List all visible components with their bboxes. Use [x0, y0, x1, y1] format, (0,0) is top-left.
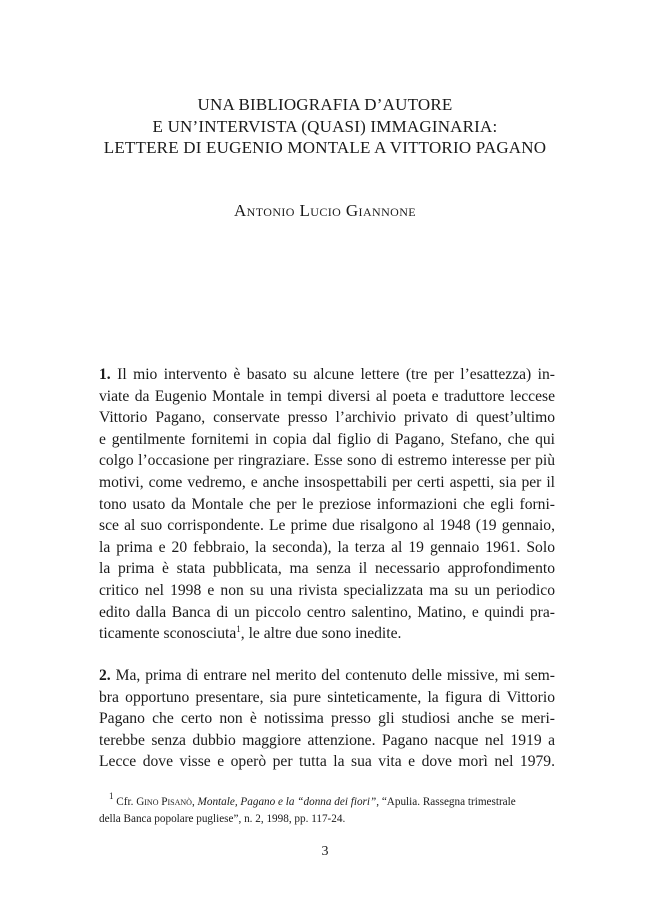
paragraph-line: e gentilmente fornitemi in copia dal figlio di Pagano, Stefano, che qui — [99, 430, 555, 448]
footnote — [99, 791, 555, 828]
paragraph-line: motivi, come vedremo, e anche insospettabili per certi aspetti, sia per il — [99, 473, 555, 491]
paragraph-line: la prima è stata pubblicata, ma senza il necessario approfondimento — [99, 560, 555, 578]
footnote-line: della Banca popolare pugliese”, n. 2, 1998, pp. 117-24. — [99, 813, 346, 825]
paragraph-line: edito dalla Banca di un piccolo centro salentino, Matino, e quindi pra- — [99, 603, 555, 621]
footnote-work-title: Montale, Pagano e la “donna dei fiori” — [197, 796, 377, 808]
page-number: 3 — [321, 844, 329, 859]
paragraph-line: colgo l’occasione per ringraziare. Esse sono di estremo interesse per più — [99, 452, 555, 470]
footnote-reference[interactable]: 1 — [236, 624, 241, 635]
paragraph-line: bra opportuno presentare, sia pure sinteticamente, la figura di Vittorio — [99, 688, 555, 706]
paragraph-line: terebbe senza dubbio maggiore attenzione. Pagano nacque nel 1919 a — [99, 731, 555, 749]
paragraph-section-1 — [99, 364, 555, 645]
footnote-author: Gino Pisanò — [136, 796, 192, 808]
paragraph-line: Vittorio Pagano, conservate presso l’archivio privato di quest’ultimo — [99, 409, 555, 427]
footnote-line: $^1$ Cfr. Gino Pisanò, Montale, Pagano e la “donna dei fiori”, “Apulia. Rassegna trimestrale — [109, 791, 516, 808]
section-number: 2. — [99, 667, 111, 684]
paragraph-line: Lecce dove visse e operò per tutta la sua vita e dove morì nel 1979. — [99, 753, 555, 771]
paragraph-line: tono usato da Montale che per le preziose informazioni che egli forni- — [99, 495, 555, 513]
title-line-2: E UN’INTERVISTA (QUASI) IMMAGINARIA: — [152, 116, 498, 136]
paragraph-line: ticamente sconosciuta$^1$, le altre due sono inedite. — [99, 624, 402, 643]
paragraph-line: la prima e 20 febbraio, la seconda), la terza al 19 gennaio 1961. Solo — [99, 538, 555, 556]
paragraph-line: 2. Ma, prima di entrare nel merito del contenuto delle missive, mi sem- — [99, 667, 555, 684]
paragraph-line: 1. Il mio intervento è basato su alcune lettere (tre per l’esattezza) in- — [99, 366, 555, 383]
paragraph-line: sce al suo corrispondente. Le prime due risalgono al 1948 (19 gennaio, — [99, 517, 555, 535]
article-title — [0, 94, 650, 159]
paragraph-line: critico nel 1998 e non su una rivista specializzata ma su un periodico — [99, 581, 555, 599]
section-number: 1. — [99, 366, 111, 383]
article-author: Antonio Lucio Giannone — [234, 201, 416, 220]
footnote-mark: 1 — [109, 791, 114, 801]
title-line-3: LETTERE DI EUGENIO MONTALE A VITTORIO PAGANO — [103, 138, 547, 157]
paragraph-line: Pagano che certo non è notissima presso gli studiosi anche se meri- — [99, 710, 555, 728]
paragraph-section-2 — [99, 665, 555, 773]
paragraph-line: viate da Eugenio Montale in tempi diversi al poeta e traduttore leccese — [99, 387, 555, 405]
title-line-1: UNA BIBLIOGRAFIA D’AUTORE — [197, 95, 453, 114]
